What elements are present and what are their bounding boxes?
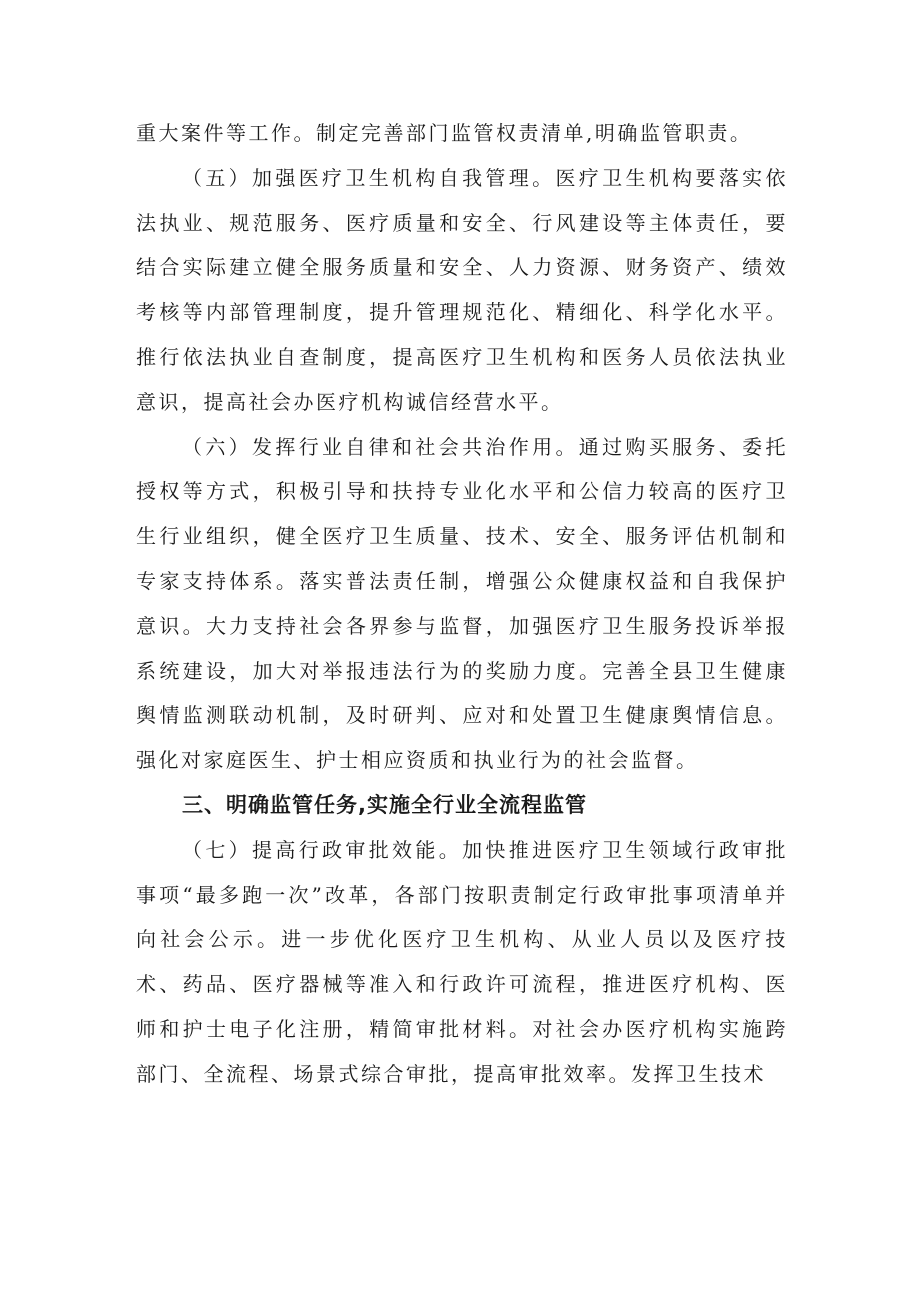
paragraph-6-self-discipline: （六）发挥行业自律和社会共治作用。通过购买服务、委托授权等方式，积极引导和扶持专业化水平和公信力较高的医疗卫生行业组织，健全医疗卫生质量、技术、安全、服务评估机制和专家支持体系。落实普法责任制，增强公众健康权益和自我保护意识。大力支持社会各界参与监督，加强医疗卫生服务投诉举报系统建设，加大对举报违法行为的奖励力度。完善全县卫生健康舆情监测联动机制，及时研判、应对和处置卫生健康舆情信息。强化对家庭医生、护士相应资质和执业行为的社会监督。 [136, 434, 788, 773]
paragraph-5-self-management: （五）加强医疗卫生机构自我管理。医疗卫生机构要落实依法执业、规范服务、医疗质量和安全、行风建设等主体责任，要结合实际建立健全服务质量和安全、人力资源、财务资产、绩效考核等内部管理制度，提升管理规范化、精细化、科学化水平。推行依法执业自查制度，提高医疗卫生机构和医务人员依法执业意识，提高社会办医疗机构诚信经营水平。 [136, 165, 788, 414]
paragraph-7-administrative-approval: （七）提高行政审批效能。加快推进医疗卫生领域行政审批事项“最多跑一次”改革，各部门按职责制定行政审批事项清单并向社会公示。进一步优化医疗卫生机构、从业人员以及医疗技术、药品、医疗器械等准入和行政许可流程，推进医疗机构、医师和护士电子化注册，精简审批材料。对社会办医疗机构实施跨部门、全流程、场景式综合审批，提高审批效率。发挥卫生技术 [136, 837, 788, 1086]
document-page [136, 111, 788, 1097]
section-heading-3: 三、明确监管任务,实施全行业全流程监管 [182, 792, 587, 817]
paragraph-continuation: 重大案件等工作。制定完善部门监管权责清单,明确监管职责。 [136, 121, 753, 145]
